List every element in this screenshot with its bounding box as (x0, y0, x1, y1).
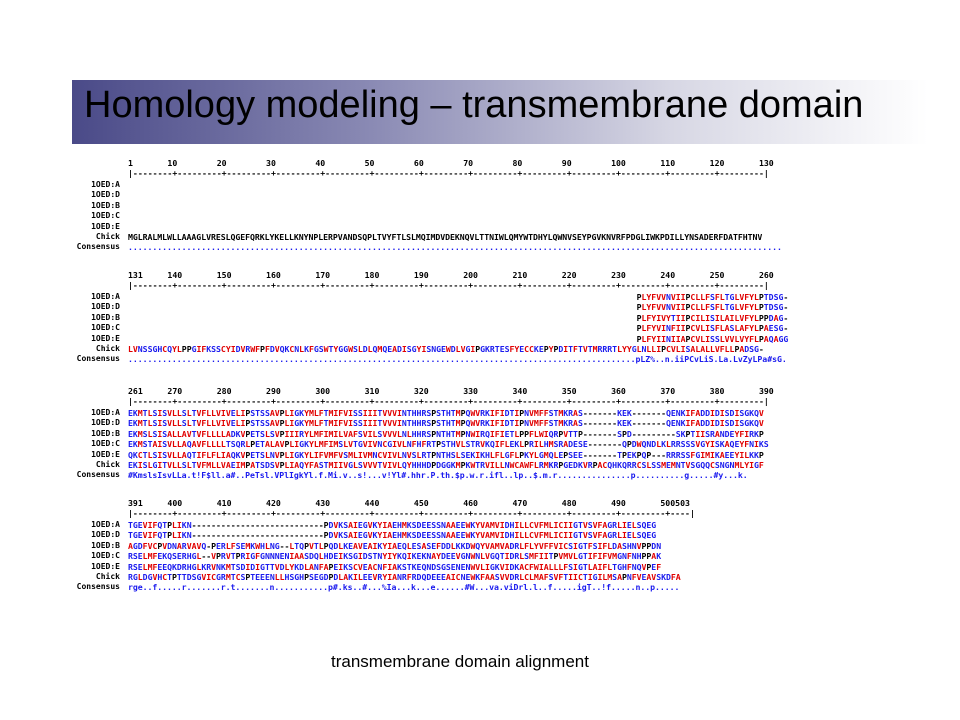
aligned-sequence: EKMSTAISVLLAQAVFLLLLTSQRLPETALAVPLIGKYLMFIMSLVTGVIVNCGIVLNFHFRTPSTHVLSTRVKQIFLEKLPRILHMSRADESE-------QPDWQNDLKLRRSSSVGYISKAQEYFNIKS (128, 439, 769, 450)
sequence-label: 1OED:C (91, 211, 120, 221)
sequence-label: 1OED:A (91, 180, 120, 189)
aligned-sequence: PLYFVVNVIIPCLLFSFLTGLVFYLPTDSG- (636, 292, 789, 302)
aligned-sequence: RGLDGVHCTPTTDSGVICGRMTCSPTEEENLLHSGHPSEGDPDLAKILEEVRYIANRFRDQDEEEAICNEWKFAASVVDRLCLMAFSVFTIICTIGILMSAPNFVEAVSKDFA (128, 572, 681, 582)
sequence-label: 1OED:B (91, 428, 120, 438)
sequence-label: 1OED:E (91, 449, 120, 459)
ruler-line: |--------+---------+---------+---------+---------+---------+---------+---------+---------+---------+---------+---------+---------| (128, 396, 769, 406)
sequence-label: 1OED:E (91, 333, 120, 343)
aligned-sequence: PLFYVINFIIPCVLISFLASLAFYLPAESG- (636, 323, 789, 334)
aligned-sequence: PLFYIINIIAPCVLISSLVVLVYFLPAQAGG (636, 333, 789, 344)
sequence-label: Chick (95, 344, 120, 353)
ruler-numbers: 391 400 410 420 430 440 450 460 470 480 490 500503 (128, 498, 690, 508)
consensus-sequence: ...................................................................................................................................... (128, 242, 782, 253)
consensus-sequence: rge..f.....r.......r.t.......n...........p#.ks..#...%Ia...k...e......#W...va.viDrl.l..f.....igT..!f.....n..p..... (128, 582, 680, 593)
sequence-label: 1OED:B (91, 540, 120, 550)
aligned-sequence: EKMTLSISVLLSLTVFLLVIVELIPSTSSAVPLIGKYMLFTMIFVISSIIITVVVINTHHRSPSTHTMPQWVRKIFIDTIPNVMFFSTMKRAS-------KEK-------QENKIFADDIDISDISGKQV (128, 408, 764, 418)
sequence-label: 1OED:D (91, 530, 120, 540)
sequence-label: Consensus (76, 242, 120, 252)
alignment-block (60, 158, 900, 268)
alignment-block (60, 270, 900, 380)
sequence-label: 1OED:C (91, 439, 120, 449)
aligned-sequence: RSELMFEKQSERHGL--VPRVTPRIGFGNNNENIAASDQLHDEIKSGIDSTNYIYKQIKEKNAYDEEVGNWNLVGQTIDRLSMFIITPVMVLGTIFIFVMGNFNHPPAK (128, 551, 662, 562)
slide-title: Homology modeling – transmembrane domain (84, 84, 864, 126)
sequence-label: 1OED:C (91, 551, 120, 561)
sequence-label: Chick (95, 232, 120, 241)
aligned-sequence: AGDFVCPVDNARVAVQ-PERLFSEMKWHLNG--LTQPVTLPQDLKEAVEAIKYIAEQLESASEFDDLKKDWQYVAMVADRLFLYVFFVICSIGTFSIFLDASHNVPPDN (128, 540, 662, 551)
aligned-sequence: EKMTLSISVLLSLTVFLLVIVELIPSTSSAVPLIGKYMLFTMIFVISSIIITVVVINTHHRSPSTHTMPQWVRKIFIDTIPNVMFFSTMKRAS-------KEK-------QENKIFADDIDISDISGKQV (128, 418, 764, 429)
ruler-line: |--------+---------+---------+---------+---------+---------+---------+---------+---------+---------+---------+---------+---------| (128, 280, 769, 290)
aligned-sequence: MGLRALMLWLLAAAGLVRESLQGEFQRKLYKELLKNYNPLERPVANDSQPLTVYFTLSLMQIMDVDEKNQVLTTNIWLQMYWTDHYLQWNVSEYPGVKNVRFPDGLIWKPDILLYNSADERFDATFHTNV (128, 232, 763, 242)
consensus-sequence: ........................................................................................................pLZ%..n.iiPCvLiS.La.LvZyLPa#sG. (128, 354, 787, 365)
aligned-sequence: LVNSSGHCQYLPPGIFKSSCYIDVRWFPFDVQKCNLKFGSWTYGGWSLDLQMQEADISGYISNGEWDLVGIPGKRTESFYECCKEPYPDITFTVTMRRRTLYYGLNLLIPCVLISALALLVFLLPADSG- (128, 344, 764, 354)
sequence-label: Consensus (76, 582, 120, 592)
sequence-label: 1OED:A (91, 520, 120, 529)
sequence-label: 1OED:D (91, 190, 120, 200)
aligned-sequence: RSELMFEEQKDRHGLKRVNKMTSDIDIGTTVDLYKDLANFAPEIKSCVEACNFIAKSTKEQNDSGSENENWVLIGKVIDKACFWIALLLFSIGTLAIFLTGHFNQVPEF (128, 561, 662, 572)
sequence-label: 1OED:A (91, 408, 120, 417)
sequence-label: Chick (95, 572, 120, 581)
ruler-line: |--------+---------+---------+---------+---------+---------+---------+---------+---------+---------+---------+---------+---------| (128, 168, 769, 178)
sequence-label: 1OED:E (91, 221, 120, 231)
aligned-sequence: TGEVIFQTPLIKN---------------------------PDVKSAIEGVKYIAEHMKSDEESSNAAEEWKYVAMVIDHILLCVFMLICIIGTVSVFAGRLIELSQEG (128, 520, 657, 530)
sequence-label: 1OED:D (91, 302, 120, 312)
sequence-label: 1OED:C (91, 323, 120, 333)
consensus-sequence: #KmslsIsvLLa.t!F$ll.a#..PeTsl.VPlIgkYl.f.Mi.v..s!...v!Yl#.hhr.P.th.$p.w.r.ifl..lp..$.m.r...............p..........g.....#y...k. (128, 470, 748, 481)
aligned-sequence: PLFYIVYTIIPCILISILAILVFYLPPDAG- (636, 312, 789, 323)
sequence-label: 1OED:D (91, 418, 120, 428)
aligned-sequence: EKISLGITVLLSLTVFMLLVAEIMPATSDSVPLIAQYFASTMIIVGLSVVVTVIVLQYHHHDPDGGKMPKWTRVILLNWCAWFLRMKRPGEDKVRPACQHKQRRCSLSSMEMNTVSGQQCSNGNMLYIGF (128, 460, 764, 470)
sequence-label: 1OED:E (91, 561, 120, 571)
ruler-line: |--------+---------+---------+---------+---------+---------+---------+---------+---------+---------+---------+----| (128, 508, 695, 518)
alignment-block (60, 498, 900, 608)
aligned-sequence: QKCTLSISVLLAQTIFLFLIAQKVPETSLNVPLIGKYLIFVMFVSMLIVMNCVIVLNVSLRTPNTHSLSEKIKHLFLGFLPKYLGMQLEPSEE-------TPEKPQP---RRRSSFGIMIKAEEYILKKP (128, 449, 764, 460)
ruler-numbers: 261 270 280 290 300 310 320 330 340 350 360 370 380 390 (128, 386, 774, 396)
sequence-label: Consensus (76, 470, 120, 480)
aligned-sequence: TGEVIFQTPLIKN---------------------------PDVKSAIEGVKYIAEHMKSDEESSNAAEEWKYVAMVIDHILLCVFMLICIIGTVSVFAGRLIELSQEG (128, 530, 657, 541)
sequence-label: 1OED:A (91, 292, 120, 301)
figure-caption: transmembrane domain alignment (331, 652, 589, 671)
sequence-label: Chick (95, 460, 120, 469)
sequence-label: Consensus (76, 354, 120, 364)
sequence-label: 1OED:B (91, 312, 120, 322)
sequence-label: 1OED:B (91, 200, 120, 210)
ruler-numbers: 131 140 150 160 170 180 190 200 210 220 230 240 250 260 (128, 270, 774, 280)
alignment-block (60, 386, 900, 496)
alignment-figure (60, 158, 900, 608)
ruler-numbers: 1 10 20 30 40 50 60 70 80 90 100 110 120 130 (128, 158, 774, 168)
aligned-sequence: EKMSLSISALLAVTVFLLLLADKVPETSLSVPIIIRYLMFIMILVAFSVILSVVVLNLHHRSPNTHTMPNWIRQIFIETLPPFLWIQRPVTTP-------SPD---------SKPTIISRANDEYFIRKP (128, 428, 764, 439)
aligned-sequence: PLYFVVNVIIPCLLFSFLTGLVFYLPTDSG- (636, 302, 789, 313)
